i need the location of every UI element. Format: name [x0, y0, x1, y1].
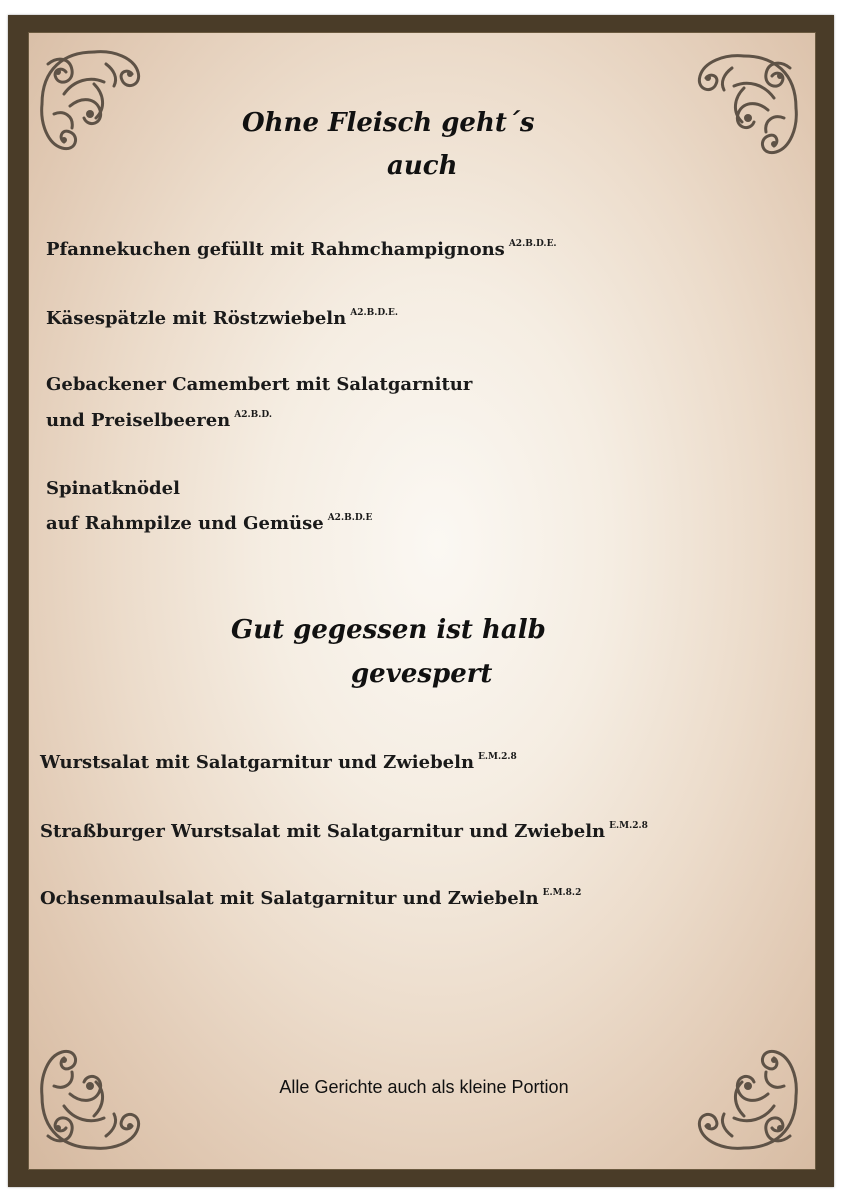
- flourish-ornament-icon: [34, 44, 158, 168]
- menu-item-name: Ochsenmaulsalat mit Salatgarnitur und Zwiebeln: [40, 888, 539, 909]
- flourish-ornament-icon: [680, 48, 804, 172]
- allergen-codes: A2.B.D.E.: [508, 239, 557, 249]
- menu-item: [46, 480, 180, 498]
- allergen-codes: E.M.2.8: [609, 821, 648, 831]
- menu-item: [46, 309, 398, 328]
- menu-item-name: Gebackener Camembert mit Salatgarnitur: [46, 374, 473, 395]
- section-title-snacks: Gut gegessen ist halb: [231, 615, 546, 645]
- menu-item: [40, 889, 581, 908]
- menu-item: [46, 376, 472, 394]
- menu-item-name: Pfannekuchen gefüllt mit Rahmchampignons: [46, 239, 505, 260]
- menu-item-continued: [46, 411, 272, 430]
- menu-item-continued: [46, 514, 372, 533]
- allergen-codes: A2.B.D.: [234, 410, 273, 420]
- parchment-page: [28, 32, 816, 1170]
- section-title-vegetarian: Ohne Fleisch geht´s: [242, 108, 535, 138]
- section-title-vegetarian-line2: auch: [387, 151, 458, 181]
- menu-item-name: Wurstsalat mit Salatgarnitur und Zwiebeln: [40, 752, 475, 773]
- allergen-codes: A2.B.D.E: [327, 513, 373, 523]
- allergen-codes: E.M.2.8: [478, 752, 517, 762]
- menu-item: [46, 240, 557, 259]
- menu-item-name: Spinatknödel: [46, 478, 180, 499]
- allergen-codes: E.M.8.2: [542, 888, 582, 898]
- menu-item: [40, 822, 648, 841]
- menu-item-name-line2: und Preiselbeeren: [46, 410, 231, 431]
- menu-item-name: Straßburger Wurstsalat mit Salatgarnitur und Zwiebeln: [40, 821, 606, 842]
- menu-item-name-line2: auf Rahmpilze und Gemüse: [46, 513, 324, 534]
- allergen-codes: A2.B.D.E.: [350, 308, 398, 318]
- footer-note: Alle Gerichte auch als kleine Portion: [279, 1077, 569, 1097]
- menu-item: [40, 753, 517, 772]
- section-title-snacks-line2: gevespert: [351, 659, 493, 689]
- menu-item-name: Käsespätzle mit Röstzwiebeln: [46, 308, 347, 329]
